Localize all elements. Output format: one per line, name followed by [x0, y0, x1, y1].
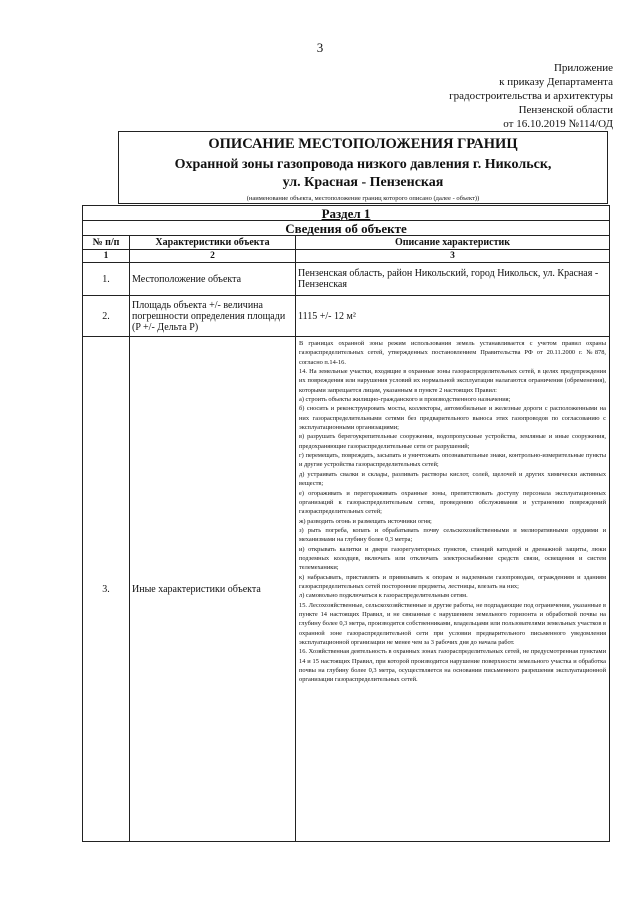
row-number: 3.: [83, 337, 130, 842]
paragraph: а) строить объекты жилищно-гражданского и производственного назначения;: [299, 396, 511, 404]
row-number: 2.: [83, 296, 130, 337]
row-number: 1.: [83, 263, 130, 296]
row-characteristic: Площадь объекта +/- величина погрешности определения площади (P +/- Дельта P): [130, 296, 296, 337]
paragraph: з) рыть погреба, копать и обрабатывать почву сельскохозяйственными и мелиоративными орудиями и механизмами на глубину более 0,3 метра;: [299, 526, 607, 544]
paragraph: и) открывать калитки и двери газорегуляторных пунктов, станций катодной и дренажной защиты, люки подземных колодцев, включать или отключать электроснабжение средств связи, освещения и систем телемеханики;: [299, 545, 607, 572]
paragraph: В границах охранной зоны режим использования земель устанавливается с учетом правил охраны газораспределительных сетей, утвержденных постановлением Правительства РФ от 20.11.2000 г. №878, согласно п.14-16.: [299, 340, 607, 366]
paragraph: е) огораживать и перегораживать охранные зоны, препятствовать доступу персонала эксплуатационных организаций к газораспределительным сетям, проведению обслуживания и устранению повреждений газораспределительных сетей;: [299, 489, 607, 516]
table-row: [83, 296, 610, 337]
appendix-line: от 16.10.2019 №114/ОД: [503, 118, 613, 130]
paragraph: г) перемещать, повреждать, засыпать и уничтожать опознавательные знаки, контрольно-измерительные пункты и другие устройства газораспределительных сетей;: [299, 452, 607, 469]
section-label: Раздел 1: [83, 206, 610, 221]
column-header-description: Описание характеристик: [296, 236, 610, 250]
other-characteristics-text: [296, 337, 610, 842]
paragraph: в) разрушать берегоукрепительные сооружения, водопропускные устройства, земляные и иные сооружения, предохраняющие газораспределительные сети от разрушений;: [299, 433, 607, 450]
appendix-line: Приложение: [553, 62, 613, 74]
paragraph: л) самовольно подключаться к газораспределительным сетям.: [299, 592, 468, 600]
paragraph: б) сносить и реконструировать мосты, коллекторы, автомобильные и железные дороги с расположенными на них газораспределительными сетями без предварительного выноса этих газопроводов по согласованию с эксплуатационными организациями;: [299, 405, 607, 432]
table-row: [83, 337, 610, 842]
row-description: Пензенская область, район Никольский, город Никольск, ул. Красная - Пензенская: [296, 263, 610, 296]
paragraph: 15. Лесохозяйственные, сельскохозяйственные и другие работы, не подпадающие под ограничения, указанные в пункте 14 настоящих Правил, и не связанные с нарушением земельного горизонта и обработкой почвы на глубину более 0,3 метра, производятся собственниками, владельцами или пользователями земельных участков в охранной зоне газораспределительной сети при условии предварительного письменного уведомления эксплуатационной организации не менее чем за 3 рабочих дня до начала работ.: [299, 601, 607, 646]
page-number: 3: [316, 40, 324, 55]
paragraph: д) устраивать свалки и склады, разливать растворы кислот, солей, щелочей и других химически активных веществ;: [299, 470, 607, 488]
table-row: [83, 263, 610, 296]
appendix-line: Пензенской области: [518, 104, 613, 116]
document-title: ОПИСАНИЕ МЕСТОПОЛОЖЕНИЯ ГРАНИЦ: [208, 136, 518, 152]
document-subtitle-line2: ул. Красная - Пензенская: [282, 175, 444, 190]
appendix-line: градостроительства и архитектуры: [449, 90, 613, 102]
column-header-characteristic: Характеристики объекта: [130, 236, 296, 250]
object-info-table: [82, 205, 610, 842]
column-number: 2: [130, 250, 296, 263]
paragraph: 16. Хозяйственная деятельность в охранных зонах газораспределительных сетей, не предусмотренная пунктами 14 и 15 настоящих Правил, при которой производится нарушение поверхности земельного участка и обработка почвы на глубину более 0,3 метра, осуществляется на основании письменного разрешения эксплуатационной организации газораспределительных сетей.: [299, 648, 607, 684]
appendix-line: к приказу Департамента: [499, 76, 613, 88]
appendix-block: [449, 61, 613, 131]
column-header-num: № п/п: [83, 236, 130, 250]
column-number: 1: [83, 250, 130, 263]
row-characteristic: Местоположение объекта: [130, 263, 296, 296]
row-description: 1115 +/- 12 м²: [296, 296, 610, 337]
name-note: (наименование объекта, местоположение границ которого описано (далее - объект)): [246, 195, 480, 202]
paragraph: ж) разводить огонь и размещать источники огня;: [299, 517, 432, 525]
paragraph: к) набрасывать, приставлять и привязывать к опорам и надземным газопроводам, ограждениям и зданиям газораспределительных сетей посторонние предметы, лестницы, влезать на них;: [299, 573, 607, 590]
row-characteristic: Иные характеристики объекта: [130, 337, 296, 842]
column-number: 3: [296, 250, 610, 263]
document-subtitle-line1: Охранной зоны газопровода низкого давления г. Никольск,: [174, 157, 552, 172]
paragraph: 14. На земельные участки, входящие в охранные зоны газораспределительных сетей, в целях предупреждения их повреждения или нарушения условий их нормальной эксплуатации налагаются ограничения (обременения), которыми запрещается лицам, указанным в пункте 2 настоящих Правил:: [299, 368, 607, 394]
section-title: Сведения об объекте: [83, 221, 610, 236]
